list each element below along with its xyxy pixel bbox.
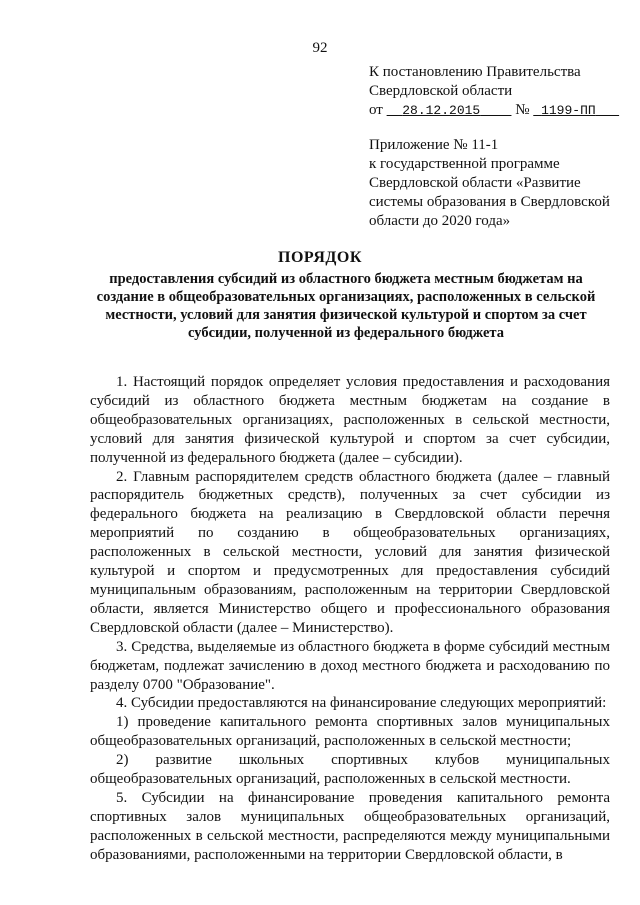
appendix-line-1: Приложение № 11-1 bbox=[369, 137, 499, 153]
approval-block bbox=[369, 63, 629, 120]
appendix-line-4: системы образования в Свердловской bbox=[369, 194, 610, 210]
approval-date-line bbox=[369, 101, 629, 120]
approval-line-1: К постановлению Правительства bbox=[369, 64, 581, 80]
document-title: ПОРЯДОК bbox=[278, 249, 362, 266]
document-subtitle: предоставления субсидий из областного бюджета местным бюджетам на создание в общеобразовательных организациях, расположенных в сельской местности, условий для занятия физической культурой и спортом за счет субсидии, полученной из федерального бюджета bbox=[96, 271, 596, 341]
paragraph-1: 1. Настоящий порядок определяет условия предоставления и расходования субсидий из областного бюджета местным бюджетам на создание в общеобразовательных организациях, расположенных в сельской местности, условий для занятия физической культурой и спортом за счет субсидии, полученной из федерального бюджета (далее – субсидии). bbox=[90, 374, 610, 466]
paragraph-3: 3. Средства, выделяемые из областного бюджета в форме субсидий местным бюджетам, подлежат зачислению в доход местного бюджета и расходованию по разделу 0700 "Образование". bbox=[90, 638, 610, 693]
approval-date: 28.12.2015 bbox=[402, 103, 481, 118]
paragraph-4: 4. Субсидии предоставляются на финансирование следующих мероприятий: bbox=[116, 695, 607, 712]
date-prefix: от bbox=[369, 102, 383, 118]
page-number: 92 bbox=[312, 40, 328, 56]
approval-line-2: Свердловской области bbox=[369, 83, 513, 99]
appendix-line-5: области до 2020 года» bbox=[369, 213, 511, 229]
appendix-block bbox=[369, 136, 631, 231]
paragraph-4-item-1: 1) проведение капитального ремонта спортивных залов муниципальных общеобразовательных организаций, расположенных в сельской местности; bbox=[90, 714, 610, 750]
approval-number: 1199-ПП bbox=[541, 103, 596, 118]
appendix-line-2: к государственной программе bbox=[369, 156, 560, 172]
paragraph-5: 5. Субсидии на финансирование проведения капитального ремонта спортивных залов муниципальных общеобразовательных организаций, расположенных в сельской местности, распределяются между муниципальными образованиями, расположенными на территории Свердловской области, в bbox=[90, 789, 610, 863]
document-body bbox=[90, 373, 610, 865]
number-prefix: № bbox=[515, 102, 530, 118]
paragraph-4-item-2: 2) развитие школьных спортивных клубов муниципальных общеобразовательных организаций, расположенных в сельской местности. bbox=[90, 752, 610, 788]
appendix-line-3: Свердловской области «Развитие bbox=[369, 175, 581, 191]
paragraph-2: 2. Главным распорядителем средств областного бюджета (далее – главный распорядитель бюджетных средств), полученных за счет субсидии из федерального бюджета на реализацию в Свердловской области перечня мероприятий по созданию в общеобразовательных организациях, расположенных в сельской местности, условий для занятия физической культурой и спортом и предусмотренных для предоставления субсидий муниципальным образованиям, расположенным на территории Свердловской области, является Министерство общего и профессионального образования Свердловской области (далее – Министерство). bbox=[90, 468, 610, 636]
